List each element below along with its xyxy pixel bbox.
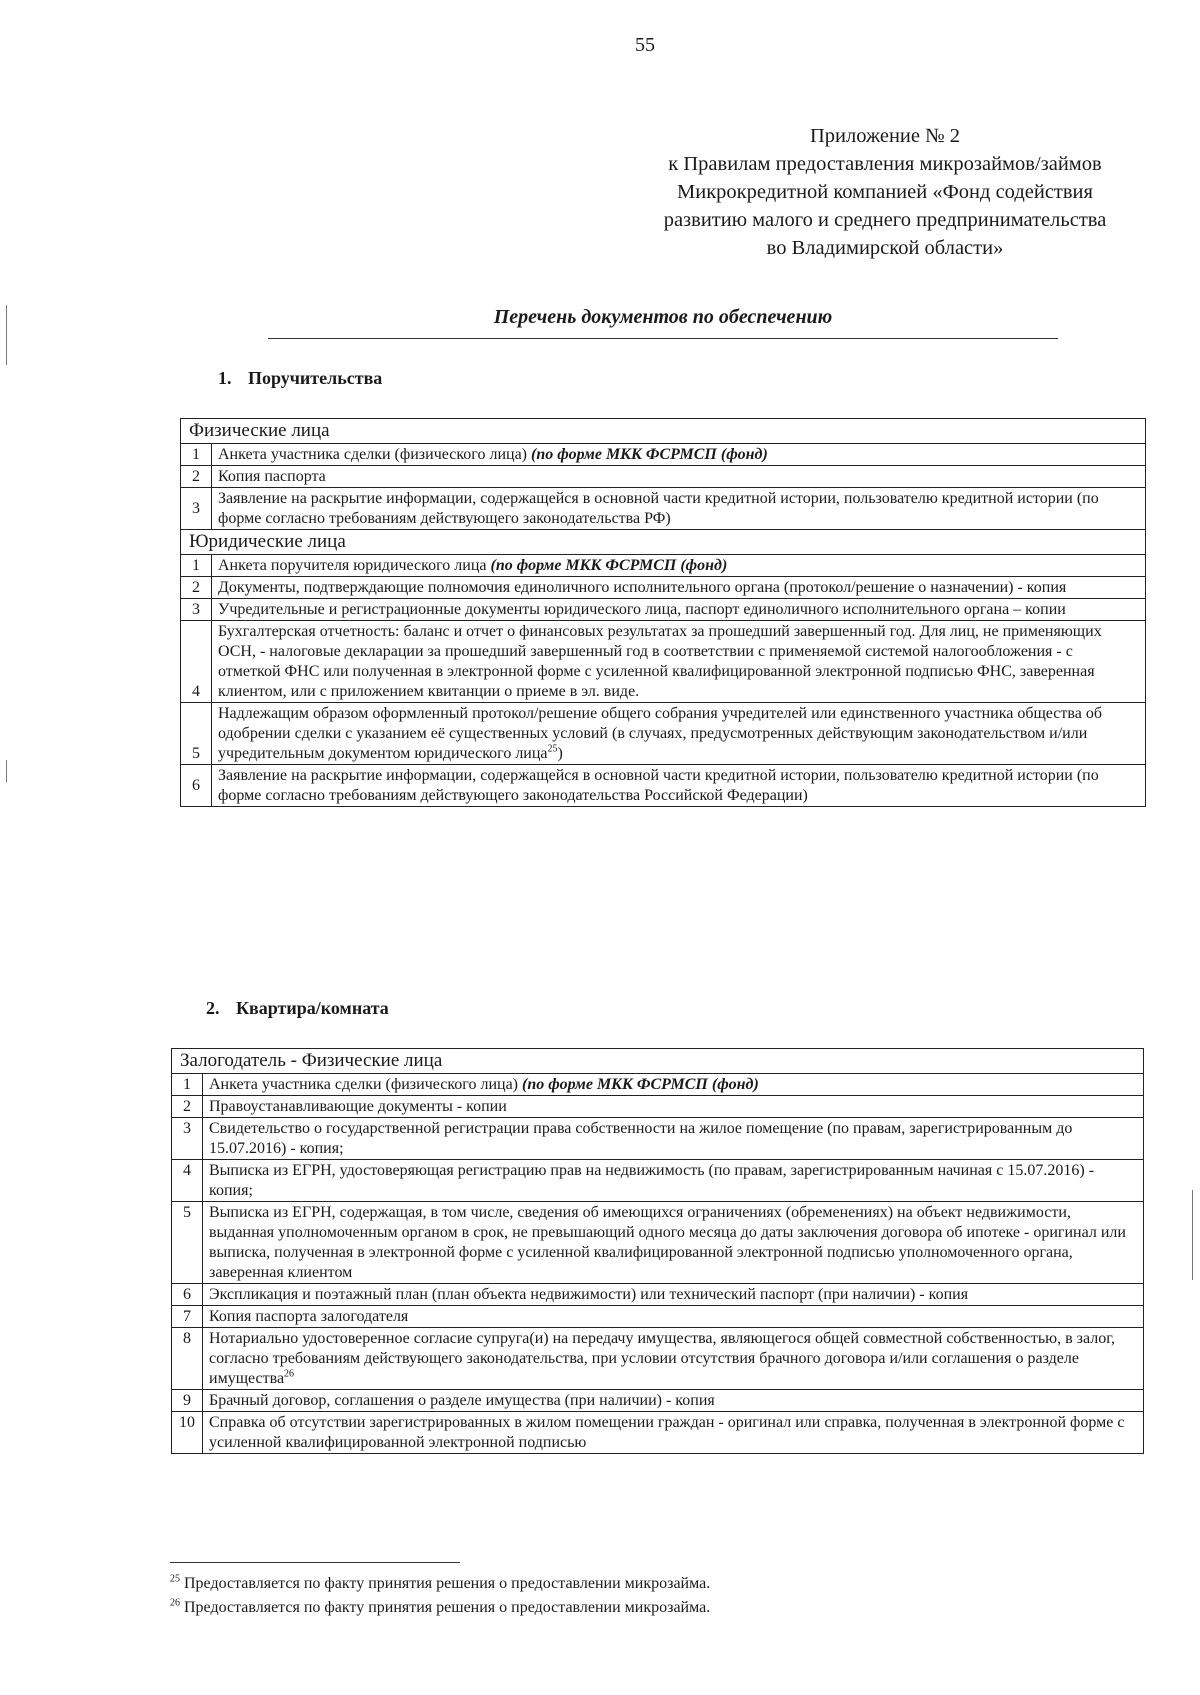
apartment-pledge-table [171, 1048, 1144, 1454]
guarantees-table [180, 418, 1146, 807]
section-heading [218, 368, 382, 389]
row-number: 10 [172, 1412, 203, 1454]
row-number: 2 [181, 466, 212, 488]
form-note: (по форме МКК ФСРМСП (фонд) [490, 557, 728, 574]
scan-margin-mark [6, 305, 7, 365]
row-number: 4 [181, 621, 212, 703]
row-text: Бухгалтерская отчетность: баланс и отчет о финансовых результатах за прошедший завершенный год. Для лиц, не применяющих ОСН, - налоговые декларации за прошедший завершенный год в соответствии с применяемой системой налогообложения - с отметкой ФНС или полученная в электронной форме с усиленной квалифицированной электронной подписью ФНС, заверенная клиентом, или с приложением квитанции о приеме в эл. виде. [212, 621, 1146, 703]
table-row [181, 444, 1146, 466]
row-text [203, 1328, 1144, 1390]
row-text: Брачный договор, соглашения о разделе имущества (при наличии) - копия [203, 1390, 1144, 1412]
appendix-line: во Владимирской области» [766, 237, 1004, 259]
row-number: 6 [181, 765, 212, 807]
table-row [172, 1074, 1144, 1096]
form-note: (по форме МКК ФСРМСП (фонд) [531, 446, 768, 463]
row-number: 2 [172, 1096, 203, 1118]
footnote-ref: 25 [547, 743, 558, 755]
page-number: 55 [635, 34, 655, 56]
footnote-number: 26 [170, 1597, 180, 1609]
row-number: 6 [172, 1284, 203, 1306]
section-number: 1. [218, 368, 232, 388]
row-text-main: Анкета участника сделки (физического лица) [218, 446, 527, 463]
table-group-row [172, 1049, 1144, 1074]
table-row [181, 599, 1146, 621]
table-row [181, 488, 1146, 530]
appendix-line: к Правилам предоставления микрозаймов/займов [668, 153, 1102, 175]
row-number: 1 [181, 555, 212, 577]
row-text: Документы, подтверждающие полномочия единоличного исполнительного органа (протокол/решение о назначении) - копия [212, 577, 1146, 599]
row-number: 5 [172, 1202, 203, 1284]
table-row [172, 1390, 1144, 1412]
section-heading [206, 998, 389, 1019]
group-title: Юридические лица [181, 530, 1146, 555]
row-number: 4 [172, 1160, 203, 1202]
row-number: 8 [172, 1328, 203, 1390]
footnote [170, 1596, 1070, 1620]
row-text: Выписка из ЕГРН, удостоверяющая регистрацию прав на недвижимость (по правам, зарегистрированным начиная с 15.07.2016) - копия; [203, 1160, 1144, 1202]
row-text: Свидетельство о государственной регистрации права собственности на жилое помещение (по правам, зарегистрированным до 15.07.2016) - копия; [203, 1118, 1144, 1160]
row-text: Копия паспорта залогодателя [203, 1306, 1144, 1328]
table-row [172, 1202, 1144, 1284]
appendix-title: Приложение № 2 [809, 125, 961, 147]
row-number: 9 [172, 1390, 203, 1412]
footnote [170, 1572, 1070, 1596]
appendix-header [600, 122, 1170, 262]
group-title: Залогодатель - Физические лица [172, 1049, 1144, 1074]
title-underline [268, 338, 1058, 339]
table-row [172, 1412, 1144, 1454]
footnote-separator [170, 1562, 460, 1563]
row-text: Правоустанавливающие документы - копии [203, 1096, 1144, 1118]
table-row [172, 1160, 1144, 1202]
footnotes [170, 1572, 1070, 1620]
row-text-tail: ) [557, 745, 563, 762]
row-text: Учредительные и регистрационные документы юридического лица, паспорт единоличного исполнительного органа – копии [212, 599, 1146, 621]
row-text: Экспликация и поэтажный план (план объекта недвижимости) или технический паспорт (при наличии) - копия [203, 1284, 1144, 1306]
table-row [172, 1118, 1144, 1160]
form-note: (по форме МКК ФСРМСП (фонд) [522, 1076, 759, 1093]
row-number: 1 [181, 444, 212, 466]
table-row [181, 577, 1146, 599]
row-text: Заявление на раскрытие информации, содержащейся в основной части кредитной истории, пользователю кредитной истории (по форме согласно требованиям действующего законодательства РФ) [212, 488, 1146, 530]
footnote-ref: 26 [284, 1368, 295, 1380]
row-text [212, 444, 1146, 466]
footnote-number: 25 [170, 1573, 180, 1585]
table-row [172, 1328, 1144, 1390]
row-number: 3 [181, 488, 212, 530]
row-number: 7 [172, 1306, 203, 1328]
row-number: 1 [172, 1074, 203, 1096]
table-row [181, 621, 1146, 703]
row-number: 3 [181, 599, 212, 621]
table-group-row [181, 419, 1146, 444]
table-row [181, 703, 1146, 765]
row-text-main: Анкета поручителя юридического лица [218, 557, 487, 574]
row-number: 2 [181, 577, 212, 599]
row-text [212, 703, 1146, 765]
appendix-line: развитию малого и среднего предпринимательства [663, 209, 1107, 231]
table-row [172, 1096, 1144, 1118]
scan-margin-mark [1192, 1190, 1193, 1280]
row-text: Выписка из ЕГРН, содержащая, в том числе, сведения об имеющихся ограничениях (обременениях) на объект недвижимости, выданная уполномоченным органом в срок, не превышающий одного месяца до даты заключения договора об ипотеке - оригинал или выписка, полученная в электронной форме с усиленной квалифицированной электронной подписью уполномоченного органа, заверенная клиентом [203, 1202, 1144, 1284]
table-row [181, 555, 1146, 577]
table-row [172, 1284, 1144, 1306]
section-title: Поручительства [248, 368, 383, 388]
row-text-main: Анкета участника сделки (физического лица) [209, 1076, 518, 1093]
group-title: Физические лица [181, 419, 1146, 444]
section-title: Квартира/комната [236, 998, 389, 1018]
row-text [203, 1074, 1144, 1096]
table-row [181, 466, 1146, 488]
table-row [181, 765, 1146, 807]
table-row [172, 1306, 1144, 1328]
row-text [212, 555, 1146, 577]
row-number: 5 [181, 703, 212, 765]
row-text: Справка об отсутствии зарегистрированных в жилом помещении граждан - оригинал или справка, полученная в электронной форме с усиленной квалифицированной электронной подписью [203, 1412, 1144, 1454]
document-list-title: Перечень документов по обеспечению [493, 306, 833, 328]
row-text-main: Нотариально удостоверенное согласие супруга(и) на передачу имущества, являющегося общей совместной собственностью, в залог, согласно требованиям действующего законодательства, при условии отсутствия брачного договора и/или соглашения о разделе имущества [209, 1330, 1115, 1387]
row-text-main: Надлежащим образом оформленный протокол/решение общего собрания учредителей или единственного участника общества об одобрении сделки с указанием её существенных условий (в случаях, предусмотренных действующим законодательством и/или учредительным документом юридического лица [218, 705, 1102, 762]
scan-margin-mark [6, 760, 7, 782]
footnote-text: Предоставляется по факту принятия решения о предоставлении микрозайма. [184, 1599, 711, 1616]
table-group-row [181, 530, 1146, 555]
row-text: Копия паспорта [212, 466, 1146, 488]
footnote-text: Предоставляется по факту принятия решения о предоставлении микрозайма. [184, 1575, 711, 1592]
row-number: 3 [172, 1118, 203, 1160]
row-text: Заявление на раскрытие информации, содержащейся в основной части кредитной истории, пользователю кредитной истории (по форме согласно требованиям действующего законодательства Российской Федерации) [212, 765, 1146, 807]
appendix-line: Микрокредитной компанией «Фонд содействия [677, 181, 1093, 203]
section-number: 2. [206, 998, 220, 1018]
